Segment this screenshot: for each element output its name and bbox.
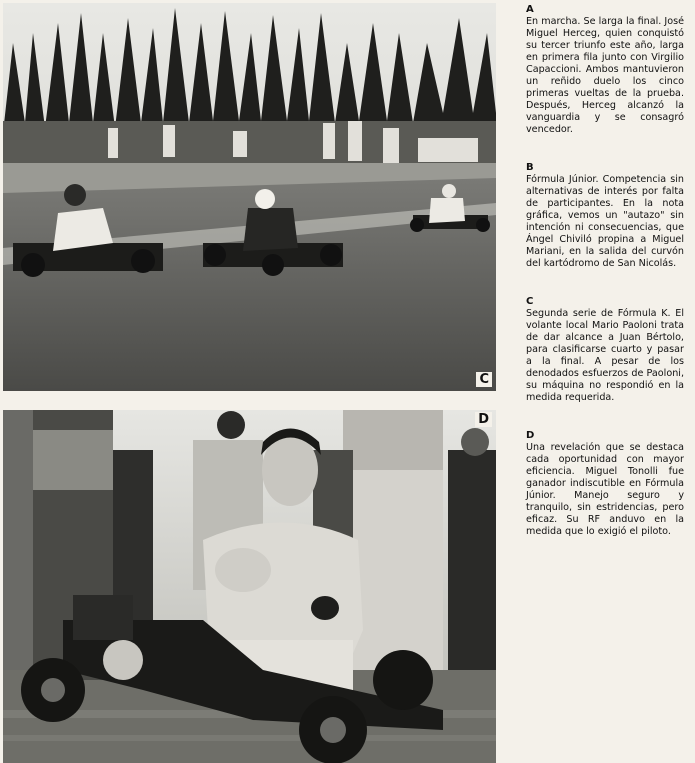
- caption-letter: B: [526, 162, 534, 173]
- photo-driver-portrait: [3, 410, 496, 763]
- caption-text: Una revelación que se destaca cada oportunidad con mayor eficiencia. Miguel Tonolli fue ganador indiscutible en Fórmula Júnior. Manejo seguro y tranquilo, sin estridencias, pero eficaz. Su RF anduvo en la medida que lo exigió el piloto.: [526, 442, 684, 537]
- caption-letter: A: [526, 4, 534, 15]
- photo-race-track: [3, 3, 496, 391]
- race-photo-image: [3, 3, 496, 391]
- caption-text: Fórmula Júnior. Competencia sin alternativas de interés por falta de participantes. En la nota gráfica, vemos un "autazo" sin intención ni consecuencias, que Ángel Chiviló propina a Miguel Mariani, en la salida del curvón del kartódromo de San Nicolás.: [526, 174, 684, 269]
- caption-a: [526, 4, 684, 136]
- caption-d: [526, 430, 684, 538]
- caption-text: En marcha. Se larga la final. José Miguel Herceg, quien conquistó su tercer triunfo este año, larga en primera fila junto con Virgilio Capaccioni. Ambos mantuvieron un reñido duelo los cinco primeras vueltas de la prueba. Después, Herceg alcanzó la vanguardia y se consagró vencedor.: [526, 16, 684, 135]
- caption-letter: D: [526, 430, 535, 441]
- caption-text: Segunda serie de Fórmula K. El volante local Mario Paoloni trata de dar alcance a Juan Bértolo, para clasificarse cuarto y pasar a la final. A pesar de los denodados esfuerzos de Paoloni, su máquina no respondió en la medida requerida.: [526, 308, 684, 403]
- photo-letter-c: C: [476, 372, 492, 387]
- photo-letter-d: D: [475, 412, 492, 427]
- caption-letter: C: [526, 296, 534, 307]
- captions-column: [526, 4, 684, 564]
- caption-c: [526, 296, 684, 404]
- caption-b: [526, 162, 684, 270]
- driver-photo-image: [3, 410, 496, 763]
